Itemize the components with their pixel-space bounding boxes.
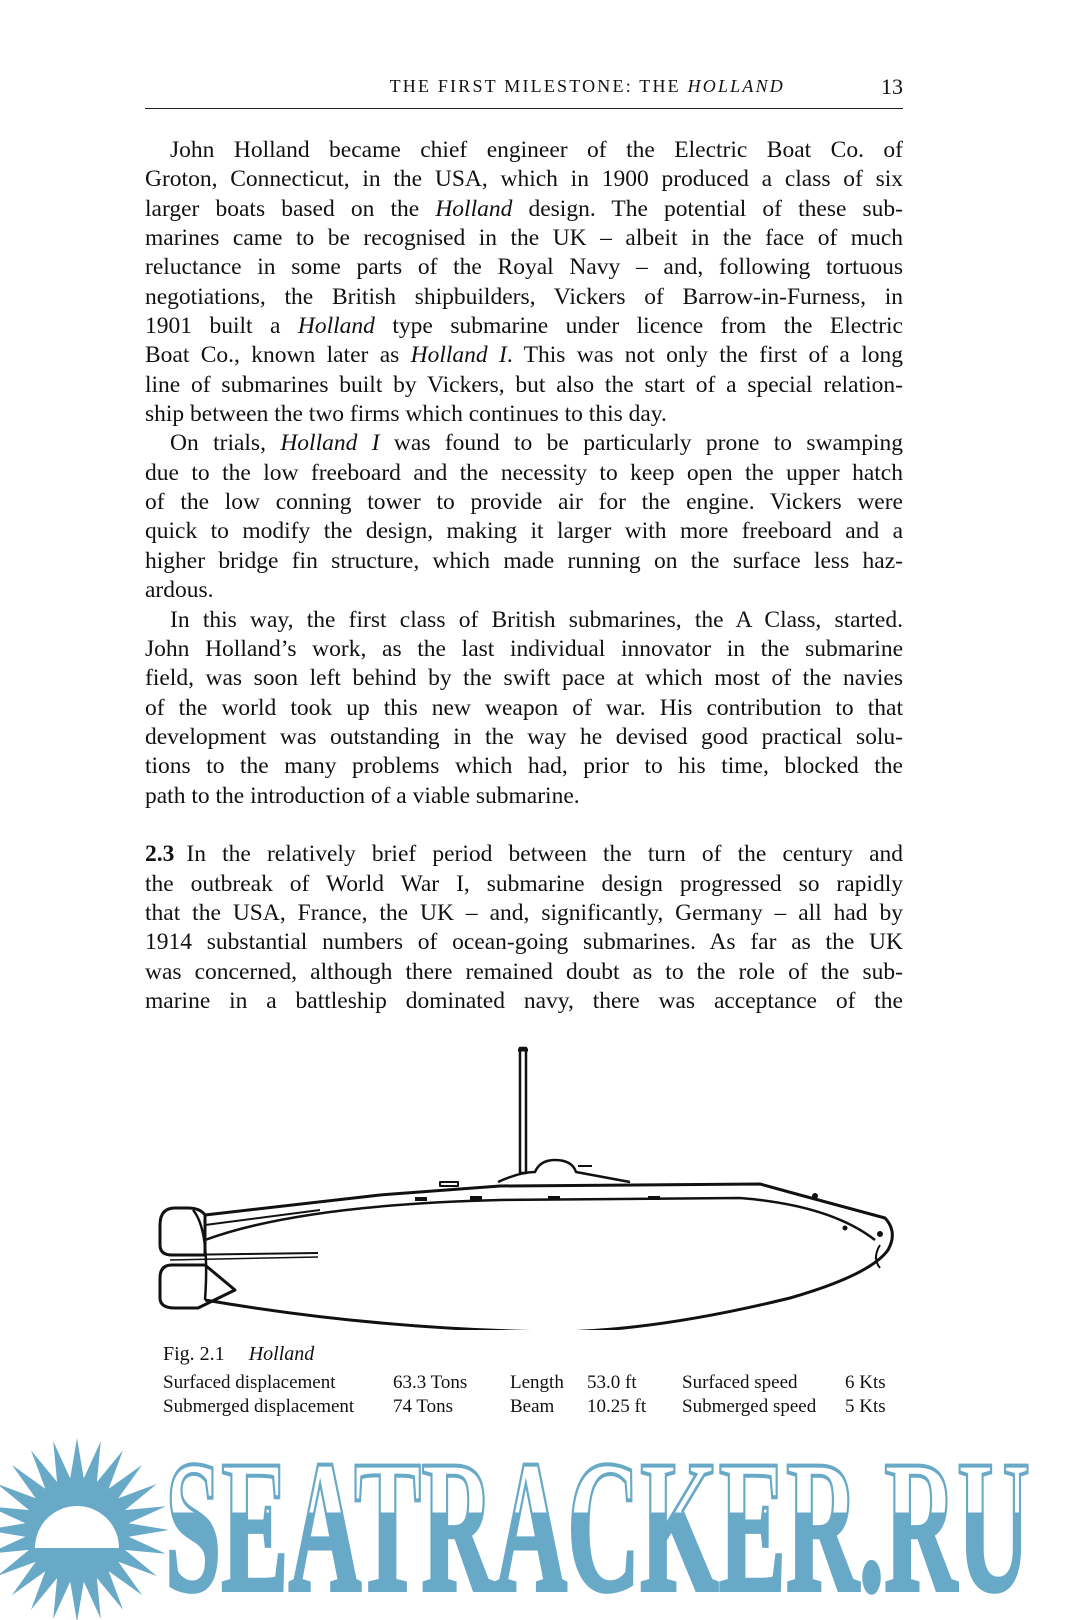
header-rule	[145, 108, 903, 109]
text-line: 1914 substantial numbers of ocean-going submarines. As far as the UK	[145, 929, 903, 956]
body-text	[145, 136, 903, 1016]
text-line: line of submarines built by Vickers, but also the start of a special relation-	[145, 371, 903, 398]
submarine-drawing	[150, 1040, 910, 1330]
text-line: Boat Co., known later as Holland I. This was not only the first of a long	[145, 342, 903, 369]
running-title-text: THE FIRST MILESTONE: THE	[389, 76, 681, 96]
text-line: the outbreak of World War I, submarine design progressed so rapidly	[145, 870, 903, 897]
text-line: of the low conning tower to provide air for the engine. Vickers were	[145, 489, 903, 516]
spec-label: Submerged displacement	[163, 1396, 355, 1417]
figure-number: Fig. 2.1	[163, 1343, 225, 1365]
text-line: marines came to be recognised in the UK – albeit in the face of much	[145, 225, 903, 252]
spec-value: 53.0 ft	[587, 1372, 637, 1393]
text-line: John Holland’s work, as the last individual innovator in the submarine	[145, 635, 903, 662]
text-line: ship between the two firms which continues to this day.	[145, 401, 667, 428]
text-line: 1901 built a Holland type submarine under licence from the Electric	[145, 313, 903, 340]
text-line: reluctance in some parts of the Royal Navy – and, following tortuous	[145, 254, 903, 281]
spec-value: 5 Kts	[845, 1396, 886, 1417]
text-line: negotiations, the British shipbuilders, Vickers of Barrow-in-Furness, in	[145, 283, 903, 310]
italic-text: Holland	[297, 313, 375, 340]
spec-value: 74 Tons	[393, 1396, 454, 1417]
section-number: 2.3	[145, 841, 175, 868]
text-line: higher bridge fin structure, which made running on the surface less haz-	[145, 547, 903, 574]
text-line: marine in a battleship dominated navy, there was acceptance of the	[145, 987, 903, 1014]
running-title-italic: HOLLAND	[687, 76, 785, 96]
spec-value: 63.3 Tons	[393, 1372, 468, 1393]
blank-line	[145, 811, 903, 840]
spec-label: Surfaced speed	[682, 1372, 798, 1393]
text-line: On trials, Holland I was found to be particularly prone to swamping	[170, 430, 904, 457]
running-title	[390, 76, 785, 97]
watermark-text: SEATRACKER.RU	[165, 1422, 1030, 1620]
text-line: path to the introduction of a viable submarine.	[145, 782, 580, 809]
italic-text: Holland	[435, 195, 513, 222]
spec-value: 10.25 ft	[587, 1396, 647, 1417]
spec-label: Length	[510, 1372, 564, 1393]
watermark-logo	[0, 1420, 1080, 1620]
page-number: 13	[881, 74, 903, 99]
text-line: In this way, the first class of British submarines, the A Class, started.	[170, 606, 903, 633]
italic-text: Holland I	[280, 430, 380, 457]
figure-title: Holland	[248, 1343, 315, 1365]
spec-label: Beam	[510, 1396, 555, 1417]
text-line: of the world took up this new weapon of war. His contribution to that	[145, 694, 903, 721]
text-line: was concerned, although there remained doubt as to the role of the sub-	[145, 958, 903, 985]
text-line: 2.3 In the relatively brief period between the turn of the century and	[145, 841, 903, 868]
text-line: that the USA, France, the UK – and, significantly, Germany – all had by	[145, 899, 903, 926]
running-header	[145, 72, 903, 102]
text-line: tions to the many problems which had, prior to his time, blocked the	[145, 753, 903, 780]
sun-icon	[0, 1438, 169, 1620]
text-line: quick to modify the design, making it larger with more freeboard and a	[145, 518, 903, 545]
spec-label: Surfaced displacement	[163, 1372, 336, 1393]
text-line: ardous.	[145, 577, 214, 604]
spec-label: Submerged speed	[682, 1396, 817, 1417]
text-line: larger boats based on the Holland design. The potential of these sub-	[145, 195, 903, 222]
text-line: Groton, Connecticut, in the USA, which in 1900 produced a class of six	[145, 166, 903, 193]
text-line: due to the low freeboard and the necessity to keep open the upper hatch	[145, 459, 903, 486]
spec-value: 6 Kts	[845, 1372, 886, 1393]
figure-label	[163, 1343, 314, 1366]
italic-text: Holland I	[410, 342, 507, 369]
text-line: development was outstanding in the way he devised good practical solu-	[145, 723, 903, 750]
text-line: John Holland became chief engineer of the Electric Boat Co. of	[170, 137, 903, 163]
text-line: field, was soon left behind by the swift pace at which most of the navies	[145, 665, 903, 692]
